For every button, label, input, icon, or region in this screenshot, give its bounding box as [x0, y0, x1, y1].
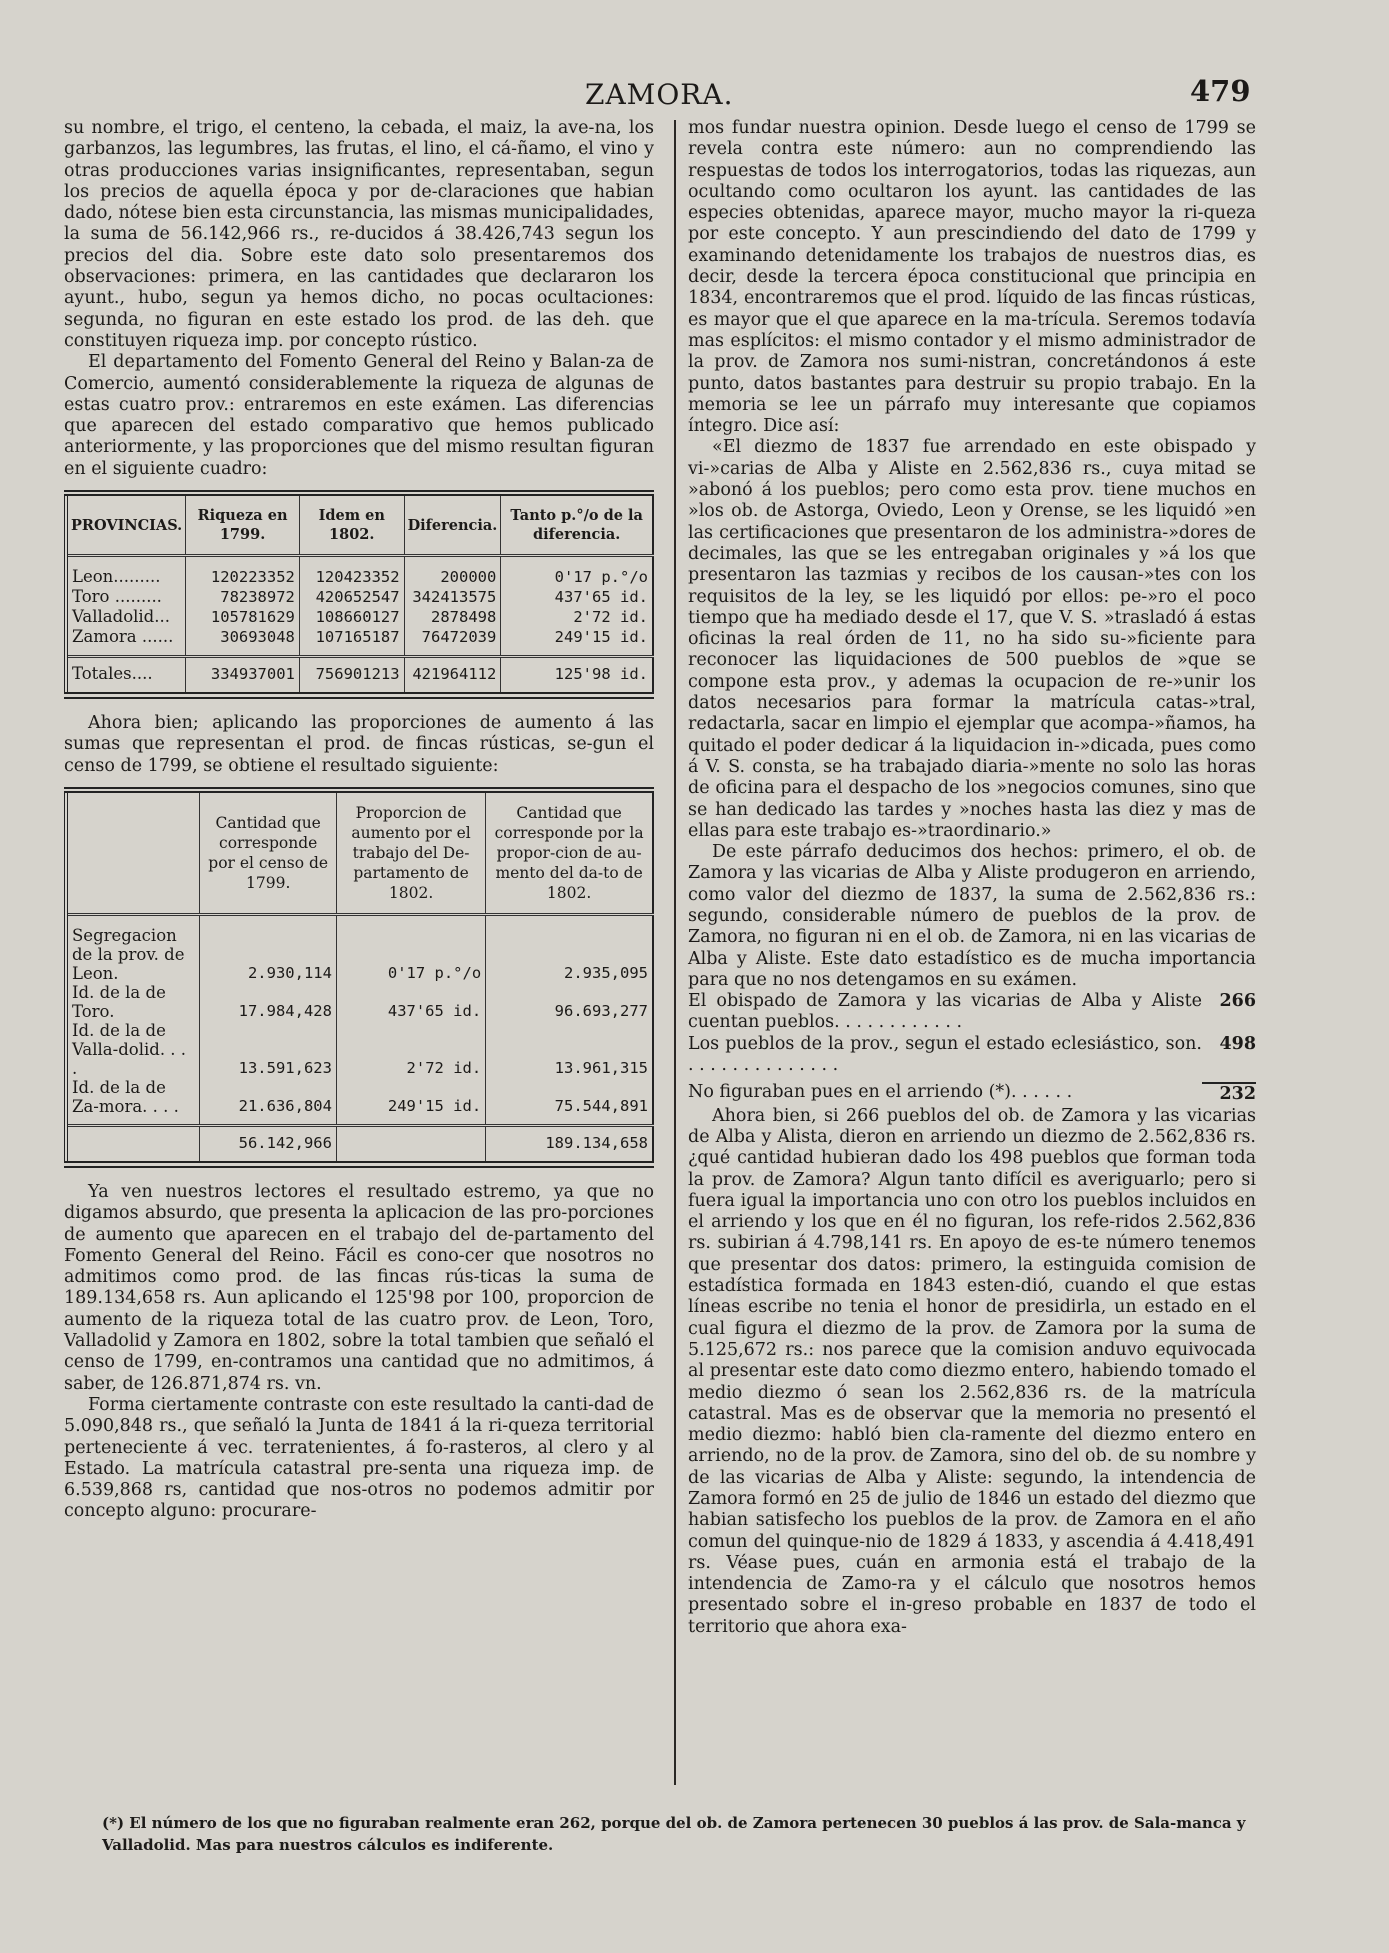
table-header: PROVINCIAS.: [66, 493, 186, 556]
calc-row: [688, 1034, 1256, 1077]
calc-label: No figuraban pues en el arriendo (*). . . . . .: [688, 1082, 1073, 1103]
table-cell: 56.142,966: [200, 1125, 337, 1164]
table-row: [66, 627, 653, 657]
running-title: ZAMORA.: [585, 78, 734, 111]
calc-value: 232: [1202, 1082, 1256, 1105]
table-cell: Zamora ......: [66, 627, 186, 657]
table-cell: Toro .........: [66, 587, 186, 607]
table-header: [66, 790, 200, 915]
table-header: Idem en 1802.: [299, 493, 404, 556]
table-cell: 75.544,891: [486, 1078, 653, 1126]
footnote: (*) El número de los que no figuraban realmente eran 262, porque del ob. de Zamora pertenecen 30 pueblos á las prov. de Sala-manca y Valladolid. Mas para nuestros cálculos es indiferente.: [102, 1814, 1246, 1854]
table-row: [66, 983, 653, 1021]
paragraph: Ya ven nuestros lectores el resultado estremo, ya que no digamos absurdo, que presenta la aplicacion de las pro-porciones de aumento que aparecen en el trabajo del de-partamento del Fomento General del Reino. Fácil es cono-cer que nosotros no admitimos como prod. de las fincas rús-ticas la suma de 189.134,658 rs. Aun aplicando el 125'98 por 100, proporcion de aumento de la riqueza total de las cuatro prov. de Leon, Toro, Valladolid y Zamora en 1802, sobre la total tambien que señaló el censo de 1799, en-contramos una cantidad que no admitimos, á saber, de 126.871,874 rs. vn.: [64, 1181, 654, 1394]
proportion-table: [64, 787, 654, 1168]
table-cell: 120223352: [186, 556, 300, 588]
table-cell: 17.984,428: [200, 983, 337, 1021]
table-cell: 420652547: [299, 587, 404, 607]
table-row: [66, 607, 653, 627]
table-cell: 96.693,277: [486, 983, 653, 1021]
left-column: [64, 118, 654, 1523]
table-header: Tanto p.°/o de la diferencia.: [501, 493, 653, 556]
table-cell: 2'72 id.: [501, 607, 653, 627]
table-cell: Totales....: [66, 657, 186, 696]
table-cell: 0'17 p.°/o: [336, 914, 485, 983]
paragraph: Forma ciertamente contraste con este resultado la canti-dad de 5.090,848 rs., que señaló la Junta de 1841 á la ri-queza territorial perteneciente á vec. terratenientes, á fo-rasteros, al clero y al Estado. La matrícula catastral pre-senta una riqueza imp. de 6.539,868 rs, cantidad que nos-otros no podemos admitir por concepto alguno: procurare-: [64, 1394, 654, 1522]
page-number: 479: [1190, 74, 1251, 108]
calc-row: [688, 991, 1256, 1034]
paragraph: Ahora bien, si 266 pueblos del ob. de Zamora y las vicarias de Alba y Alista, dieron en arriendo un diezmo de 2.562,836 rs. ¿qué cantidad hubieran dado los 498 pueblos que forman toda la prov. de Zamora? Algun tanto difícil es averiguarlo; pero si fuera igual la importancia uno con otro los pueblos incluidos en el arriendo y los que en él no figuran, los refe-ridos 2.562,836 rs. subirian á 4.798,141 rs. En apoyo de es-te número tenemos que presentar dos datos: primero, la estinguida comision de estadística formada en 1843 esten-dió, cuando el que estas líneas escribe no tenia el honor de presidirla, un estado en el cual figura el diezmo de la prov. de Zamora por la suma de 5.125,672 rs.: nos parece que la comision anduvo equivocada al presentar este dato como diezmo entero, habiendo tomado el medio diezmo ó sean los 2.562,836 rs. de la matrícula catastral. Mas es de observar que la memoria no presentó el medio diezmo: habló bien cla-ramente del diezmo entero en arriendo, no de la prov. de Zamora, sino del ob. de su nombre y de las vicarias de Alba y Aliste: segundo, la intendencia de Zamora formó en 25 de julio de 1846 un estado del diezmo que habian satisfecho los pueblos de la prov. de Zamora en el año comun del quinque-nio de 1829 á 1833, y ascendia á 4.418,491 rs. Véase pues, cuán en armonia está el trabajo de la intendencia de Zamo-ra y el cálculo que nosotros hemos presentado sobre el in-greso probable en 1837 de todo el territorio que ahora exa-: [688, 1105, 1256, 1637]
table-header: Cantidad que corresponde por la propor-cion de au-mento del da-to de 1802.: [486, 790, 653, 915]
right-column: [688, 118, 1256, 1638]
table-cell: Leon.........: [66, 556, 186, 588]
table-cell: 105781629: [186, 607, 300, 627]
table-row: [66, 556, 653, 588]
table-cell: Id. de la de Za-mora. . . .: [66, 1078, 200, 1126]
paragraph: su nombre, el trigo, el centeno, la cebada, el maiz, la ave-na, los garbanzos, las legumbres, las frutas, el lino, el cá-ñamo, el vino y otras producciones varias insignificantes, representaban, segun los precios de aquella época y por de-claraciones que habian dado, nótese bien esta circunstancia, las mismas municipalidades, la suma de 56.142,966 rs., re-ducidos á 38.426,743 segun los precios del dia. Sobre este dato solo presentaremos dos observaciones: primera, en las cantidades que declararon los ayunt., hubo, segun ya hemos dicho, no pocas ocultaciones: segunda, no figuran en este estado los prod. de las deh. que constituyen riqueza imp. por concepto rústico.: [64, 118, 654, 351]
table-cell: 249'15 id.: [336, 1078, 485, 1126]
table-cell: 2.935,095: [486, 914, 653, 983]
calc-value: 498: [1219, 1033, 1256, 1054]
calc-label: El obispado de Zamora y las vicarias de Alba y Aliste cuentan pueblos. . . . . . . . . . . .: [688, 991, 1202, 1033]
table-cell: 342413575: [404, 587, 501, 607]
table-cell: 21.636,804: [200, 1078, 337, 1126]
table-row: [66, 587, 653, 607]
paragraph: De este párrafo deducimos dos hechos: primero, el ob. de Zamora y las vicarias de Alba y Aliste produgeron en arriendo, como valor del diezmo de 1837, la suma de 2.562,836 rs.: segundo, considerable número de pueblos de la prov. de Zamora, no figuran ni en el ob. de Zamora, ni en las vicarias de Alba y Aliste. Este dato estadístico es de mucha importancia para que no nos detengamos en su exámen.: [688, 842, 1256, 990]
table-cell: 2.930,114: [200, 914, 337, 983]
province-comparison-table: [64, 490, 654, 699]
table-cell: 200000: [404, 556, 501, 588]
table-cell: 249'15 id.: [501, 627, 653, 657]
table-cell: 76472039: [404, 627, 501, 657]
table-cell: 78238972: [186, 587, 300, 607]
table-row: [66, 1021, 653, 1078]
column-divider: [674, 120, 676, 1785]
table-cell: [66, 1125, 200, 1164]
table-header: Diferencia.: [404, 493, 501, 556]
table-cell: 437'65 id.: [336, 983, 485, 1021]
table-header: Riqueza en 1799.: [186, 493, 300, 556]
table-cell: Valladolid...: [66, 607, 186, 627]
table-cell: 30693048: [186, 627, 300, 657]
table-cell: 13.591,623: [200, 1021, 337, 1078]
table-cell: 189.134,658: [486, 1125, 653, 1164]
table-row: [66, 1078, 653, 1126]
paragraph: mos fundar nuestra opinion. Desde luego el censo de 1799 se revela contra este número: aun no comprendiendo las respuestas de todos los interrogatorios, todas las riquezas, aun ocultando como ocultaron los ayunt. las cantidades de las especies obtenidas, aparece mayor, mucho mayor la ri-queza por este concepto. Y aun prescindiendo del dato de 1799 y examinando detenidamente los trabajos de nuestros dias, es decir, desde la tercera época constitucional que principia en 1834, encontraremos que el prod. líquido de las fincas rústicas, es mayor que el que aparece en la ma-trícula. Seremos todavía mas esplícitos: el mismo contador y el mismo administrador de la prov. de Zamora nos sumi-nistran, concretándonos á este punto, datos bastantes para destruir su propio trabajo. En la memoria se lee un párrafo muy interesante que copiamos íntegro. Dice así:: [688, 118, 1256, 437]
table-cell: 2878498: [404, 607, 501, 627]
table-cell: Segregacion de la prov. de Leon.: [66, 914, 200, 983]
table-cell: 421964112: [404, 657, 501, 696]
calc-value: 266: [1219, 991, 1256, 1012]
paragraph: Ahora bien; aplicando las proporciones de aumento á las sumas que representan el prod. de fincas rústicas, se-gun el censo de 1799, se obtiene el resultado siguiente:: [64, 713, 654, 776]
table-cell: 13.961,315: [486, 1021, 653, 1078]
village-count-calculation: [688, 991, 1256, 1105]
table-cell: Id. de la de Toro.: [66, 983, 200, 1021]
table-cell: 120423352: [299, 556, 404, 588]
table-header: Cantidad que corresponde por el censo de 1799.: [200, 790, 337, 915]
table-cell: 2'72 id.: [336, 1021, 485, 1078]
quotation: «El diezmo de 1837 fue arrendado en este obispado y vi-»carias de Alba y Aliste en 2.562,836 rs., cuya mitad se »abonó á los pueblos; pero como esta prov. tiene muchos en »los ob. de Astorga, Oviedo, Leon y Orense, se les liquidó »en las certificaciones que presentaron de los administra-»dores de decimales, las que se les entregaban originales y »á los que presentaron las tazmias y recibos de los causan-»tes con los requisitos de la ley, se les liquidó por ellos: pe-»ro el poco tiempo que ha mediado desde el 17, que V. S. »trasladó á estas oficinas la real órden de 11, no ha sido su-»ficiente para reconocer las liquidaciones de 500 pueblos de »que se compone esta prov., y ademas la ocupacion de re-»unir los datos necesarios para formar la matrícula catas-»tral, redactarla, sacar en limpio el ejemplar que acompa-»ñamos, ha quitado el poder dedicar á la liquidacion in-»dicada, pues como á V. S. consta, se ha trabajado diaria-»mente no solo las horas de oficina para el despacho de los »negocios comunes, sino que se han dedicado las tardes y »noches hasta las diez y mas de ellas para este trabajo es-»traordinario.»: [688, 437, 1256, 841]
page-header: [0, 74, 1389, 114]
calc-row: [688, 1082, 1256, 1105]
table-row: [66, 914, 653, 983]
calc-label: Los pueblos de la prov., segun el estado eclesiástico, son. . . . . . . . . . . . . . .: [688, 1033, 1202, 1076]
table-cell: 437'65 id.: [501, 587, 653, 607]
table-header: Proporcion de aumento por el trabajo del De-partamento de 1802.: [336, 790, 485, 915]
table-total-row: [66, 657, 653, 696]
table-cell: [336, 1125, 485, 1164]
table-cell: 108660127: [299, 607, 404, 627]
table-cell: 756901213: [299, 657, 404, 696]
table-cell: 125'98 id.: [501, 657, 653, 696]
table-cell: Id. de la de Valla-dolid. . . .: [66, 1021, 200, 1078]
table-cell: 334937001: [186, 657, 300, 696]
table-cell: 0'17 p.°/o: [501, 556, 653, 588]
table-total-row: [66, 1125, 653, 1164]
table-cell: 107165187: [299, 627, 404, 657]
paragraph: El departamento del Fomento General del Reino y Balan-za de Comercio, aumentó considerablemente la riqueza de algunas de estas cuatro prov.: entraremos en este exámen. Las diferencias que aparecen del estado comparativo que hemos publicado anteriormente, y las proporciones que del mismo resultan figuran en el siguiente cuadro:: [64, 352, 654, 479]
